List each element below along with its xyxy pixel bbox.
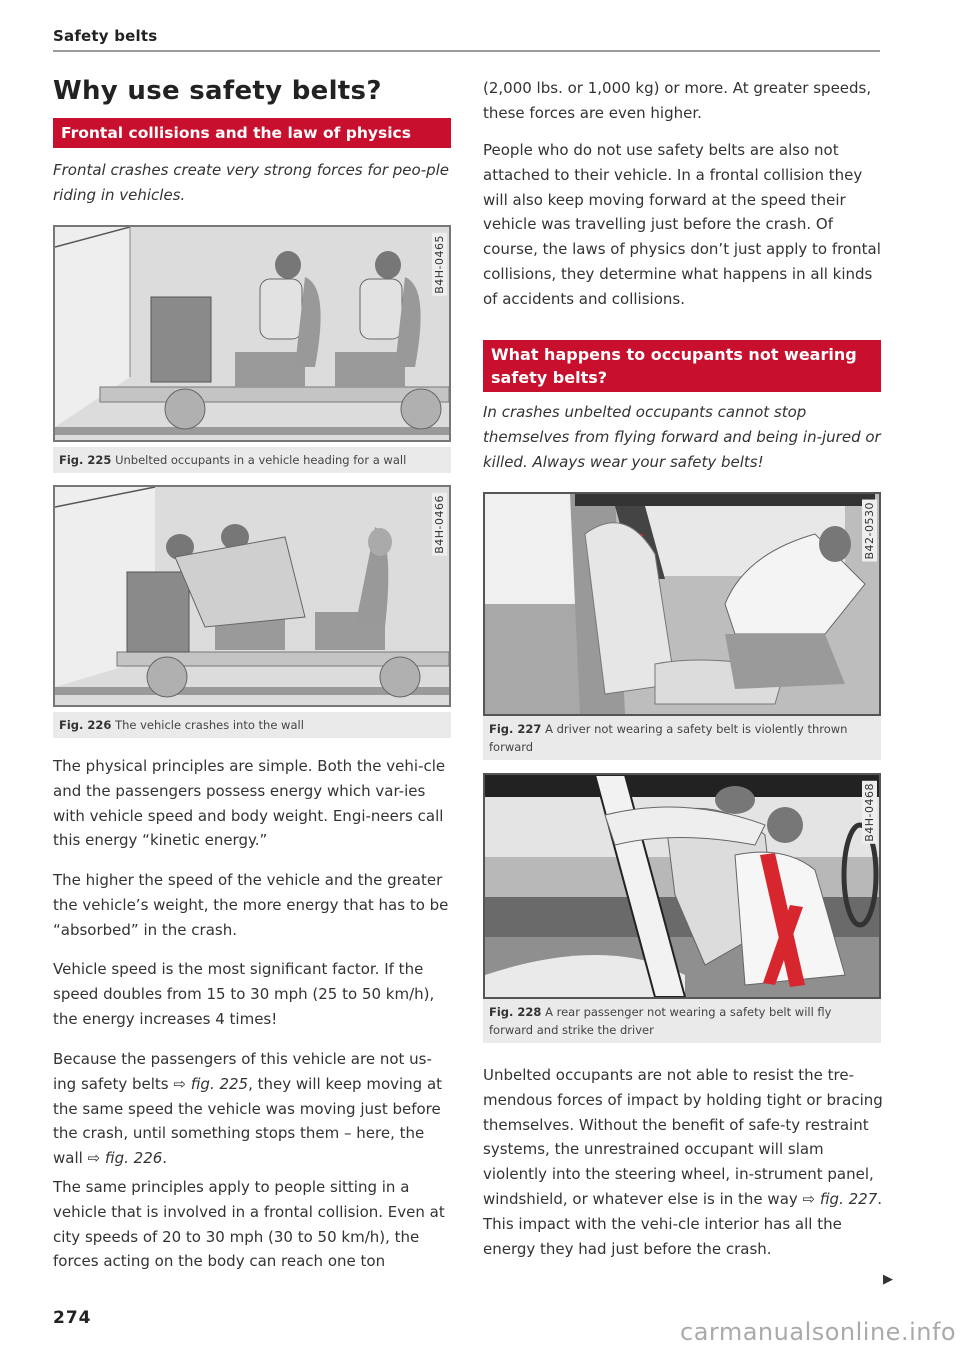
paragraph-unbelted-passengers: Because the passengers of this vehicle are not us-ing safety belts ⇨ fig. 225, they will keep moving at the same speed the vehicle was moving just before the crash, until something stops them – here, the wall ⇨ fig. 226. xyxy=(53,1050,443,1168)
figure-label: Fig. 226 xyxy=(59,718,112,732)
figure-caption xyxy=(483,716,881,760)
driver-thrown-illustration-icon xyxy=(485,494,879,714)
figure-226 xyxy=(53,485,451,740)
figure-227 xyxy=(483,492,881,762)
continue-arrow-icon: ▶ xyxy=(883,1272,893,1287)
figure-code: B4H-0465 xyxy=(433,235,446,294)
paragraph-physics: The physical principles are simple. Both the vehi-cle and the passengers possess energy which var-ies with vehicle speed and body weight. Engi-neers call this energy “kinetic energy.” xyxy=(53,757,446,850)
paragraph-speed-weight: The higher the speed of the vehicle and the greater the vehicle’s weight, the more energy that has to be “absorbed” in the crash. xyxy=(53,871,449,939)
figure-label: Fig. 225 xyxy=(59,453,112,467)
figure-caption xyxy=(53,447,451,473)
figure-225 xyxy=(53,225,451,475)
section-intro-unbelted: In crashes unbelted occupants cannot stop themselves from flying forward and being in-jured or killed. Always wear your safety belts! xyxy=(483,403,881,471)
vehicle-crash-illustration-icon xyxy=(55,487,449,705)
figure-225-illustration xyxy=(53,225,451,442)
figure-caption-text: The vehicle crashes into the wall xyxy=(115,718,304,732)
figure-code: B4H-0466 xyxy=(433,495,446,554)
fig-227-link[interactable]: ⇨ fig. 227 xyxy=(802,1189,878,1208)
figure-caption-text: Unbelted occupants in a vehicle heading for a wall xyxy=(115,453,407,467)
figure-label: Fig. 228 xyxy=(489,1005,542,1019)
figure-caption-text: A rear passenger not wearing a safety belt will fly forward and strike the driver xyxy=(489,1005,832,1037)
paragraph-not-attached: People who do not use safety belts are also not attached to their vehicle. In a frontal collision they will also keep moving forward at the speed their vehicle was travelling just before the crash. Of course, the laws of physics don’t just apply to frontal collisions, they determine what happens in all kinds of accidents and collisions. xyxy=(483,141,881,308)
figure-227-illustration xyxy=(483,492,881,716)
paragraph-forces-continued: (2,000 lbs. or 1,000 kg) or more. At greater speeds, these forces are even higher. xyxy=(483,79,872,122)
watermark: carmanualsonline.info xyxy=(680,1318,957,1346)
figure-label: Fig. 227 xyxy=(489,722,542,736)
rear-passenger-illustration-icon xyxy=(485,775,879,997)
page-number: 274 xyxy=(53,1308,92,1328)
vehicle-wall-illustration-icon xyxy=(55,227,449,440)
paragraph-speed-factor: Vehicle speed is the most significant factor. If the speed doubles from 15 to 30 mph (25 to 50 km/h), the energy increases 4 times! xyxy=(53,960,435,1028)
fig-226-link[interactable]: ⇨ fig. 226 xyxy=(87,1149,163,1168)
figure-caption xyxy=(483,999,881,1043)
header-rule xyxy=(53,50,880,52)
figure-228 xyxy=(483,773,881,1045)
figure-caption xyxy=(53,712,451,738)
section-banner-unbelted: What happens to occupants not wearing safety belts? xyxy=(483,340,881,392)
figure-226-illustration xyxy=(53,485,451,707)
section-banner-frontal: Frontal collisions and the law of physics xyxy=(53,118,451,148)
running-head: Safety belts xyxy=(53,27,158,45)
fig-225-link[interactable]: ⇨ fig. 225 xyxy=(173,1074,249,1093)
section-intro-frontal: Frontal crashes create very strong forces for peo-ple riding in vehicles. xyxy=(53,161,450,204)
page-title: Why use safety belts? xyxy=(53,76,382,106)
figure-code: B4H-0468 xyxy=(863,783,876,842)
figure-228-illustration xyxy=(483,773,881,999)
paragraph-city-speeds: The same principles apply to people sitting in a vehicle that is involved in a frontal collision. Even at city speeds of 20 to 30 mph (30 to 50 km/h), the forces acting on the body can reach one ton xyxy=(53,1178,445,1271)
figure-caption-text: A driver not wearing a safety belt is violently thrown forward xyxy=(489,722,848,754)
paragraph-unbelted-forces: Unbelted occupants are not able to resist the tre-mendous forces of impact by holding tight or bracing themselves. Without the benefit of safe-ty restraint systems, the unrestrained occupant will slam violently into the steering wheel, in-strument panel, windshield, or whatever else is in the way ⇨ fig. 227. This impact with the vehi-cle interior has all the energy they had just before the crash. xyxy=(483,1066,883,1258)
figure-code: B42-0530 xyxy=(863,502,876,560)
